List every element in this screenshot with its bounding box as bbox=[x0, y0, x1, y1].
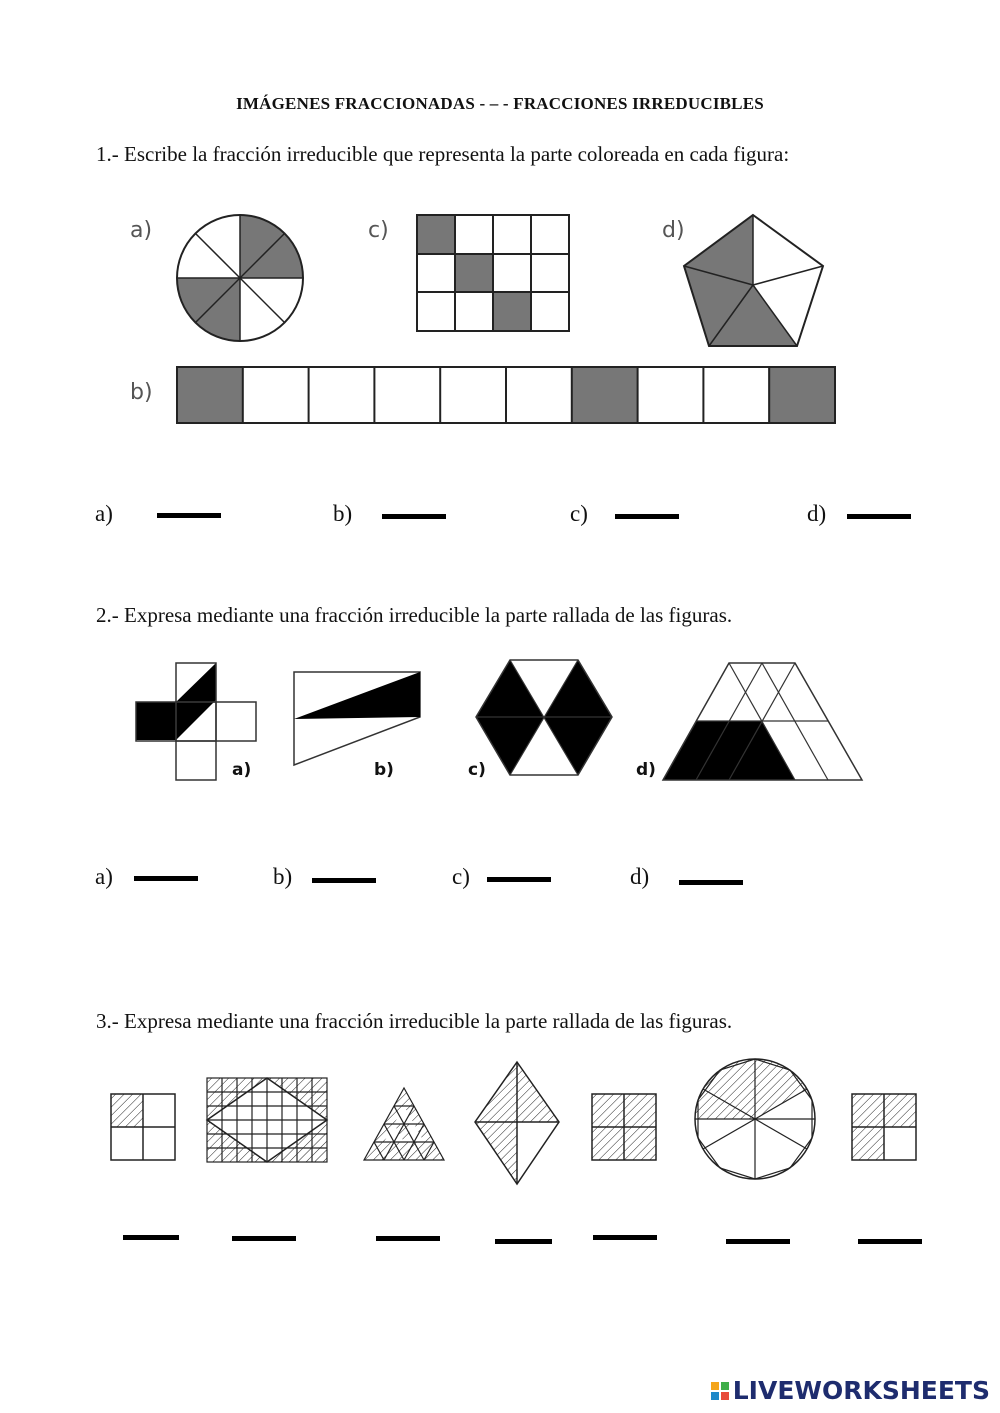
s3-answer-blank-6[interactable] bbox=[726, 1239, 790, 1244]
s2-answer-blank-d[interactable] bbox=[679, 880, 743, 885]
s2-figure-label-b: b) bbox=[374, 760, 394, 780]
s1-figure-label-b: b) bbox=[130, 380, 153, 405]
logo-text: LIVEWORKSHEETS bbox=[732, 1376, 990, 1405]
liveworksheets-logo bbox=[711, 1376, 990, 1405]
s3-figure-6 bbox=[693, 1056, 817, 1184]
s1-circle-figure bbox=[175, 213, 305, 343]
s1-answer-label-b: b) bbox=[333, 501, 353, 526]
logo-mark-icon bbox=[711, 1382, 729, 1400]
s3-answer-blank-7[interactable] bbox=[858, 1239, 922, 1244]
s3-answer-blank-4[interactable] bbox=[495, 1239, 552, 1244]
s2-answer-blank-a[interactable] bbox=[134, 876, 198, 881]
s2-answer-label-d: d) bbox=[630, 864, 650, 889]
s3-figure-1 bbox=[109, 1092, 177, 1162]
s2-trapezoid-figure bbox=[290, 669, 424, 767]
s1-strip-figure bbox=[176, 366, 836, 424]
section1-instruction: 1.- Escribe la fracción irreducible que representa la parte coloreada en cada figura: bbox=[96, 142, 790, 166]
s2-answer-label-c: c) bbox=[452, 864, 470, 889]
s1-figure-label-c: c) bbox=[368, 218, 389, 243]
s3-figure-5 bbox=[590, 1092, 658, 1162]
s1-answer-label-c: c) bbox=[570, 501, 588, 526]
s3-answer-blank-2[interactable] bbox=[232, 1236, 296, 1241]
s3-figure-4 bbox=[473, 1060, 561, 1186]
s2-figure-label-c: c) bbox=[468, 760, 486, 780]
s1-answer-label-a: a) bbox=[95, 501, 113, 526]
section3-instruction: 3.- Expresa mediante una fracción irreducible la parte rallada de las figuras. bbox=[96, 1009, 733, 1033]
s3-answer-blank-3[interactable] bbox=[376, 1236, 440, 1241]
s2-figure-label-a: a) bbox=[232, 760, 252, 780]
section2-instruction: 2.- Expresa mediante una fracción irreducible la parte rallada de las figuras. bbox=[96, 603, 733, 627]
page-title: IMÁGENES FRACCIONADAS - – - FRACCIONES IRREDUCIBLES bbox=[236, 94, 764, 113]
s1-answer-blank-a[interactable] bbox=[157, 513, 221, 518]
s3-answer-blank-1[interactable] bbox=[123, 1235, 179, 1240]
s2-answer-label-b: b) bbox=[273, 864, 293, 889]
s1-grid-figure bbox=[416, 214, 570, 332]
s3-figure-2 bbox=[205, 1076, 329, 1164]
s2-figure-label-d: d) bbox=[636, 760, 656, 780]
s2-hexagon-figure bbox=[475, 658, 613, 778]
s2-answer-label-a: a) bbox=[95, 864, 113, 889]
s2-answer-blank-c[interactable] bbox=[487, 877, 551, 882]
s2-answer-blank-b[interactable] bbox=[312, 878, 376, 883]
s3-figure-7 bbox=[850, 1092, 918, 1162]
s3-figure-3 bbox=[362, 1086, 446, 1162]
s3-answer-blank-5[interactable] bbox=[593, 1235, 657, 1240]
s1-pentagon-figure bbox=[683, 213, 828, 349]
s1-figure-label-d: d) bbox=[662, 218, 685, 243]
s1-answer-blank-b[interactable] bbox=[382, 514, 446, 519]
s2-triangles-figure bbox=[662, 661, 864, 783]
s1-answer-blank-d[interactable] bbox=[847, 514, 911, 519]
s1-answer-blank-c[interactable] bbox=[615, 514, 679, 519]
s1-answer-label-d: d) bbox=[807, 501, 827, 526]
s1-figure-label-a: a) bbox=[130, 218, 153, 243]
